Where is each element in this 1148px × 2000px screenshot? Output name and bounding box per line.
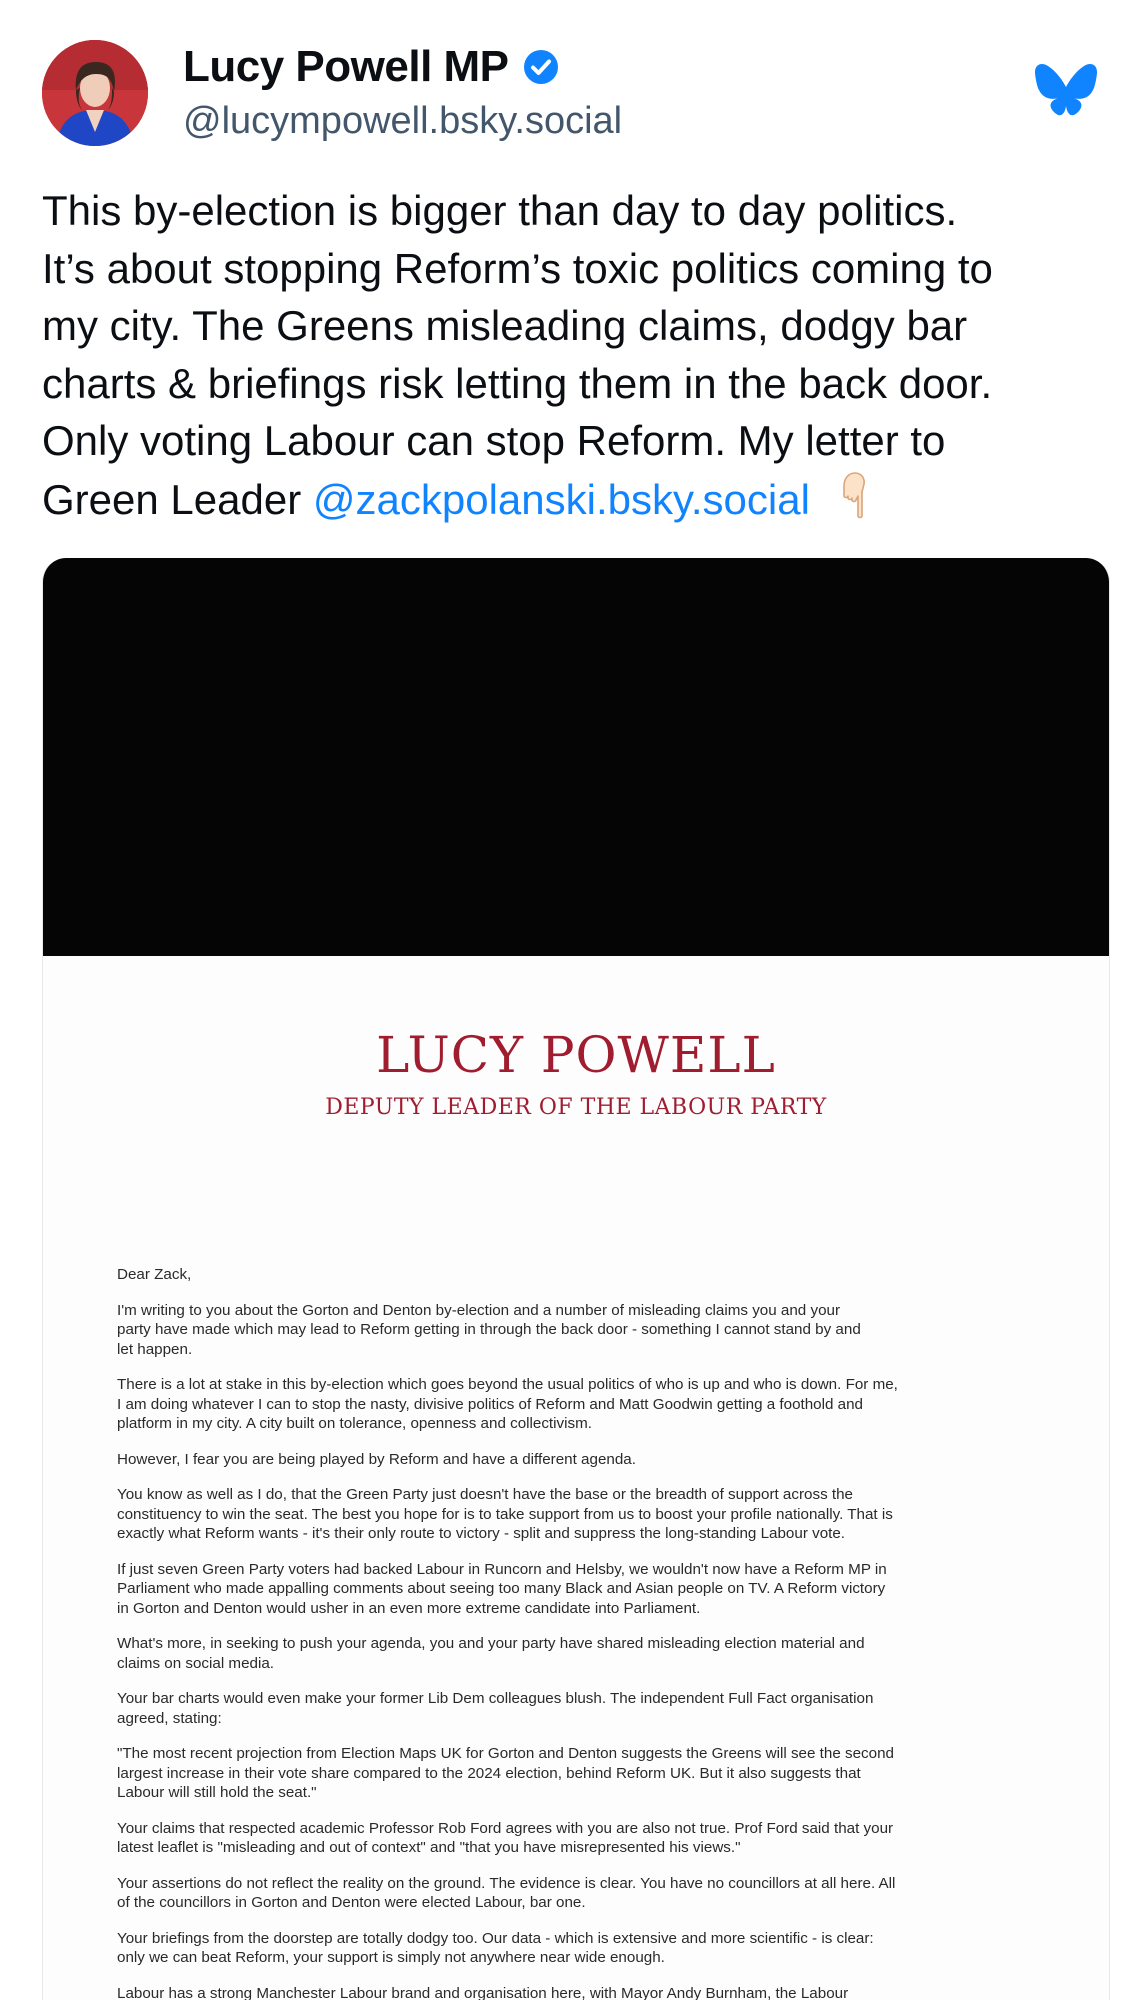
letter-line: Labour has a strong Manchester Labour brand and organisation here, with Mayor Andy Burnham, the Labour [117,1984,849,2000]
letter-line: Parliament who made appalling comments about seeing too many Black and Asian people on TV. A Reform victory [117,1580,886,1597]
post-text-line: Only voting Labour can stop Reform. My letter to [42,417,946,464]
letter-line: What's more, in seeking to push your agenda, you and your party have shared misleading election material and [117,1635,865,1652]
post-text-line: It’s about stopping Reform’s toxic politics coming to [42,244,993,292]
letter-title: LUCY POWELL [376,1026,776,1084]
letter-line: There is a lot at stake in this by-election which goes beyond the usual politics of who is up and who is down. For me, [117,1376,898,1393]
post-text-line: my city. The Greens misleading claims, dodgy bar [42,302,968,349]
pointing-down-icon [836,470,876,520]
letter-line: I'm writing to you about the Gorton and Denton by-election and a number of misleading claims you and your [117,1301,841,1319]
author-name-text: Lucy Powell MP [183,42,509,91]
post-image-embed[interactable] [42,558,1110,2000]
letter-line: I am doing whatever I can to stop the nasty, divisive politics of Reform and Matt Goodwin getting a foothold and [117,1395,864,1413]
avatar-photo [42,40,148,146]
letter-line: largest increase in their vote share compared to the 2024 election, behind Reform UK. But it also suggests that [117,1764,861,1782]
letter-line: party have made which may lead to Reform getting in through the back door - something I cannot stand by and [117,1321,861,1338]
author-name[interactable] [183,42,559,92]
letter-salutation: Dear Zack, [117,1266,192,1283]
post-text-last-line [42,470,1122,529]
post-header [0,0,1148,160]
letter-line: However, I fear you are being played by Reform and have a different agenda. [117,1450,636,1468]
letter-line: agreed, stating: [117,1709,222,1727]
letter-line: If just seven Green Party voters had backed Labour in Runcorn and Helsby, we wouldn't now have a Reform MP in [117,1560,887,1578]
letter-line: Labour will still hold the seat." [117,1784,317,1801]
post-text [42,182,1122,528]
letter-line: Your claims that respected academic Professor Rob Ford agrees with you are also not true. Prof Ford said that your [117,1819,894,1837]
letter-line: only we can beat Reform, your support is simply not anywhere near wide enough. [117,1949,665,1966]
author-handle[interactable]: @lucympowell.bsky.social [183,100,623,142]
letter-line: claims on social media. [117,1654,274,1672]
bluesky-butterfly-icon[interactable] [1034,62,1098,120]
letter-line: latest leaflet is "misleading and out of context" and "that you have misrepresented his views." [117,1839,741,1856]
letter-line: You know as well as I do, that the Green Party just doesn't have the base or the breadth of support across the [117,1486,853,1503]
post-text-prefix: Green Leader [42,475,313,523]
mention-link[interactable]: @zackpolanski.bsky.social [312,475,810,523]
letter-line: Your briefings from the doorstep are totally dodgy too. Our data - which is extensive and more scientific - is clear: [117,1929,874,1947]
letter-line: exactly what Reform wants - it's their only route to victory - split and suppress the long-standing Labour vote. [117,1525,846,1542]
letter-line: "The most recent projection from Election Maps UK for Gorton and Denton suggests the Greens will see the second [117,1745,894,1762]
image-black-area [43,558,1109,956]
letter-line: in Gorton and Denton would usher in an even more extreme candidate into Parliament. [117,1599,701,1617]
avatar[interactable] [42,40,148,146]
letter-line: Your assertions do not reflect the reality on the ground. The evidence is clear. You have no councillors at all here. All [117,1874,896,1892]
letter-line: constituency to win the seat. The best you hope for is to take support from us to boost your profile nationally. That is [117,1505,893,1523]
letter-line: let happen. [117,1340,193,1358]
letter-line: of the councillors in Gorton and Denton were elected Labour, bar one. [117,1894,586,1911]
letter-body [117,1265,1077,2000]
post-text-line: charts & briefings risk letting them in the back door. [42,359,993,407]
post-text-line: This by-election is bigger than day to day politics. [42,187,958,234]
letter-subtitle: DEPUTY LEADER OF THE LABOUR PARTY [325,1095,827,1120]
verified-badge-icon[interactable] [523,49,559,85]
letter-line: platform in my city. A city built on tolerance, openness and collectivism. [117,1415,592,1432]
letter-line: Your bar charts would even make your former Lib Dem colleagues blush. The independent Full Fact organisation [117,1690,874,1707]
